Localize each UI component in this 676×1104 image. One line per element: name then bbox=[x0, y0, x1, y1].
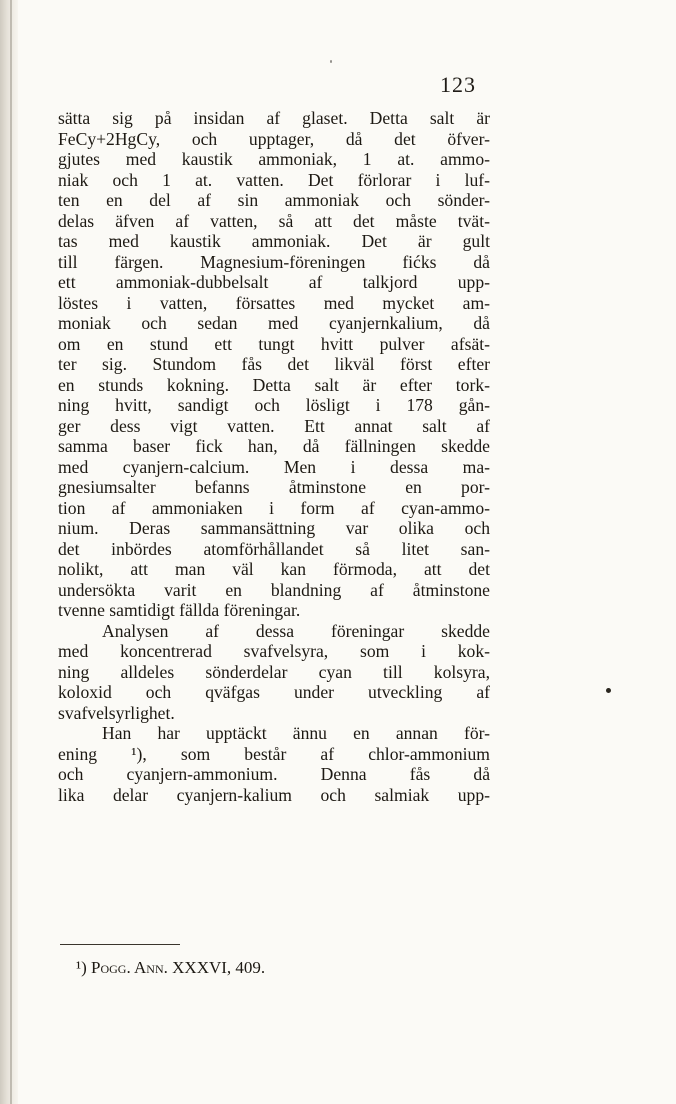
paper-speck bbox=[330, 60, 332, 63]
page-gutter-shadow bbox=[0, 0, 18, 1104]
text-line: sätta sig på insidan af glaset. Detta salt är bbox=[58, 108, 490, 128]
text-line-paragraph-end: svafvelsyrlighet. bbox=[58, 702, 175, 723]
text-line: koloxid och qväfgas under utveckling af bbox=[58, 682, 490, 702]
text-line: gjutes med kaustik ammoniak, 1 at. ammo- bbox=[58, 149, 490, 169]
gutter-edge-line bbox=[10, 0, 12, 1104]
footnote-marker: ¹) bbox=[76, 958, 87, 977]
text-line: ter sig. Stundom fås det likväl först efter bbox=[58, 354, 490, 374]
text-line: gnesiumsalter befanns åtminstone en por- bbox=[58, 477, 490, 497]
footnote-divider bbox=[60, 944, 180, 945]
page-number: 123 bbox=[440, 72, 476, 97]
text-line: och cyanjern-ammonium. Denna fås då bbox=[58, 764, 490, 784]
text-line: ning alldeles sönderdelar cyan till kolsyra, bbox=[58, 661, 490, 682]
text-line: moniak och sedan med cyanjernkalium, då bbox=[58, 313, 490, 333]
text-line: nium. Deras sammansättning var olika och bbox=[58, 518, 490, 538]
footnote bbox=[76, 958, 265, 978]
text-line-paragraph-end: tvenne samtidigt fällda föreningar. bbox=[58, 600, 301, 620]
text-line: ten en del af sin ammoniak och sönder- bbox=[58, 190, 490, 210]
text-line: niak och 1 at. vatten. Det förlorar i luf- bbox=[58, 169, 490, 190]
text-line: ening ¹), som består af chlor-ammonium bbox=[58, 743, 490, 764]
body-text bbox=[58, 108, 490, 805]
text-line: ett ammoniak-dubbelsalt af talkjord upp- bbox=[58, 272, 490, 292]
text-line: ning hvitt, sandigt och lösligt i 178 gån- bbox=[58, 395, 490, 415]
footnote-reference: XXXVI, 409. bbox=[172, 958, 266, 977]
text-line-paragraph-start: Han har upptäckt ännu en annan för- bbox=[102, 723, 490, 743]
text-line: till färgen. Magnesium-föreningen fićks då bbox=[58, 251, 490, 272]
text-line: samma baser fick han, då fällningen skedde bbox=[58, 436, 490, 456]
text-line: löstes i vatten, försattes med mycket am- bbox=[58, 292, 490, 313]
text-line: lika delar cyanjern-kalium och salmiak upp- bbox=[58, 784, 490, 805]
text-line: om en stund ett tungt hvitt pulver afsät- bbox=[58, 333, 490, 354]
text-line: nolikt, att man väl kan förmoda, att det bbox=[58, 559, 490, 579]
text-line-paragraph-start: Analysen af dessa föreningar skedde bbox=[102, 620, 490, 641]
text-line: med cyanjern-calcium. Men i dessa ma- bbox=[58, 456, 490, 477]
text-line: FeCy+2HgCy, och upptager, då det öfver- bbox=[58, 128, 490, 149]
text-line: tion af ammoniaken i form af cyan-ammo- bbox=[58, 497, 490, 518]
footnote-source: Pogg. Ann. bbox=[91, 958, 168, 977]
text-line: med koncentrerad svafvelsyra, som i kok- bbox=[58, 641, 490, 661]
text-line: en stunds kokning. Detta salt är efter tork- bbox=[58, 374, 490, 395]
text-line: det inbördes atomförhållandet så litet san- bbox=[58, 538, 490, 559]
text-line: undersökta varit en blandning af åtminstone bbox=[58, 579, 490, 600]
text-line: ger dess vigt vatten. Ett annat salt af bbox=[58, 415, 490, 436]
text-line: delas äfven af vatten, så att det måste tvät- bbox=[58, 210, 490, 231]
text-line: tas med kaustik ammoniak. Det är gult bbox=[58, 231, 490, 251]
paper-speck bbox=[606, 688, 611, 693]
